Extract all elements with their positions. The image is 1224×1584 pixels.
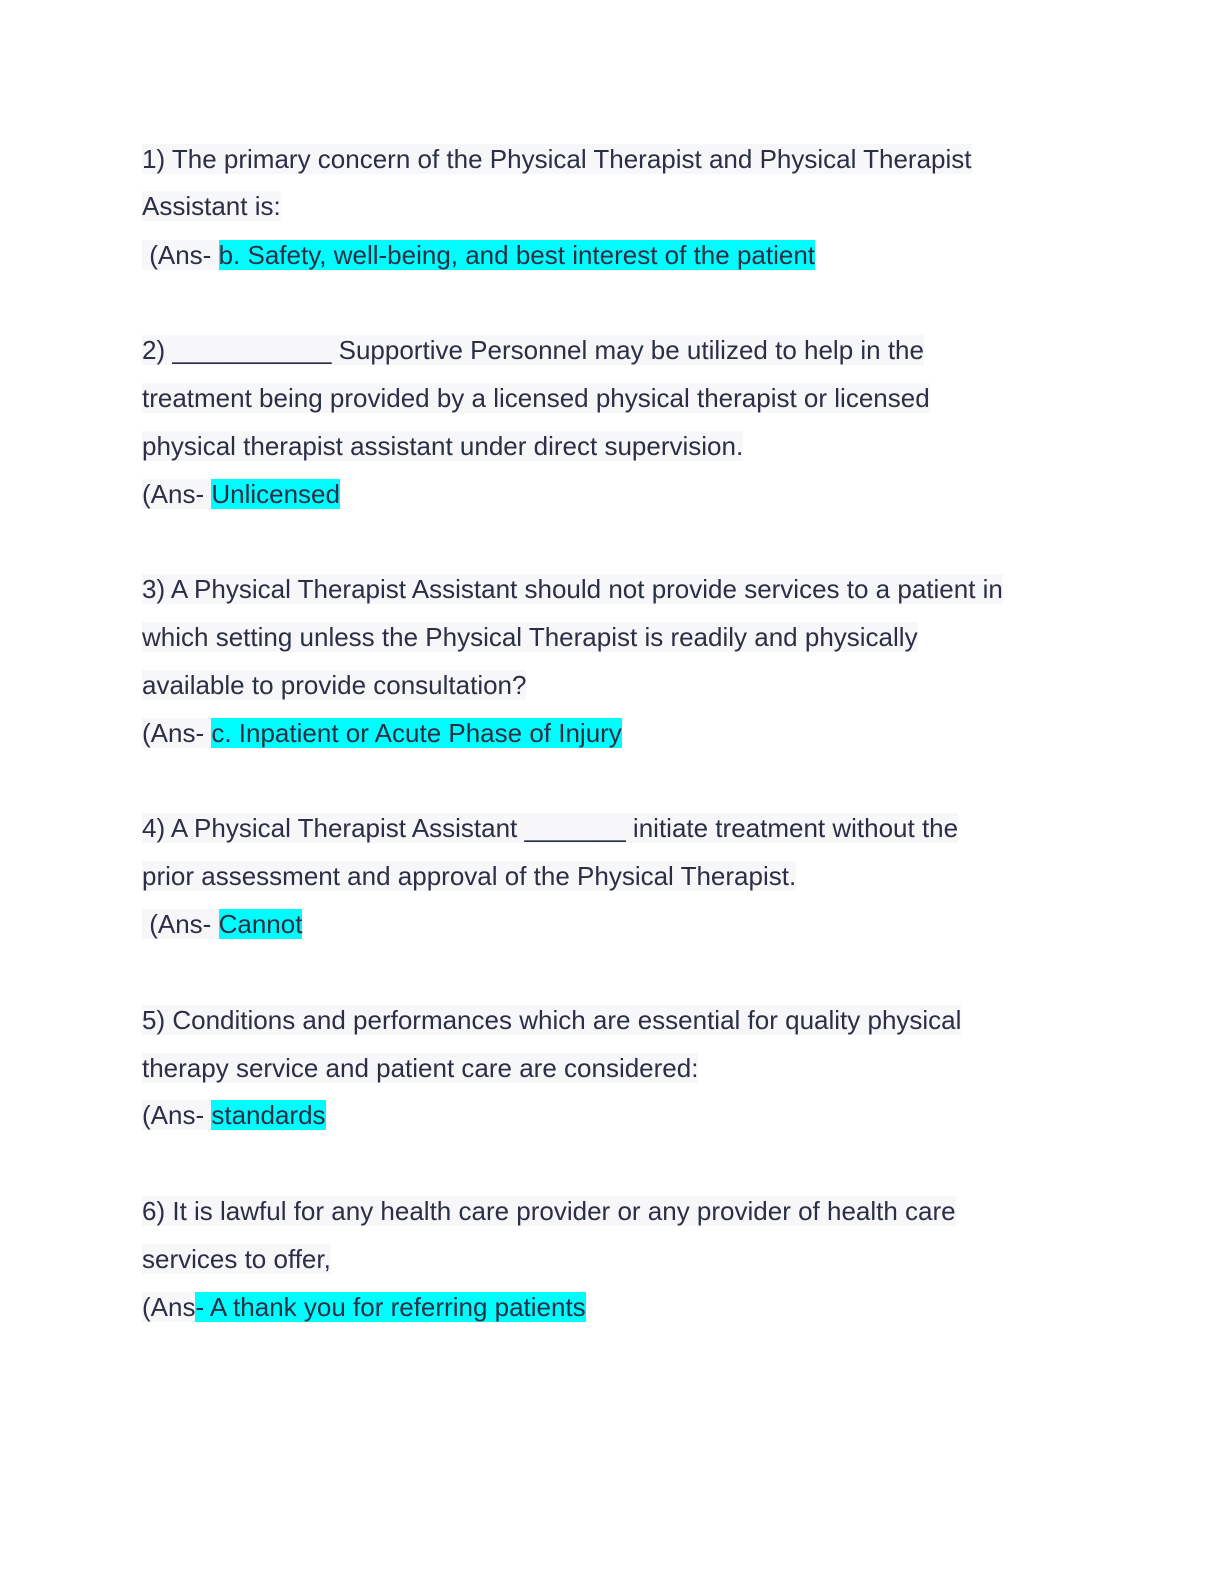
answer-highlight: standards [211, 1100, 326, 1130]
question-text: 6) It is lawful for any health care provider or any provider of health care [142, 1196, 956, 1226]
question-3-line-2 [142, 620, 918, 654]
question-5-line-1 [142, 1003, 961, 1037]
question-5-line-2 [142, 1051, 698, 1085]
question-3-line-3 [142, 668, 526, 702]
question-1-line-1 [142, 142, 972, 176]
answer-prefix: (Ans- [142, 718, 212, 748]
answer-prefix: (Ans [142, 1292, 196, 1322]
question-text: 1) The primary concern of the Physical Therapist and Physical Therapist [142, 144, 972, 174]
question-3-line-1 [142, 572, 1003, 606]
answer-3 [142, 716, 622, 750]
answer-1 [142, 238, 815, 272]
question-text: 4) A Physical Therapist Assistant _______ initiate treatment without the [142, 813, 959, 843]
answer-highlight: c. Inpatient or Acute Phase of Injury [211, 718, 622, 748]
question-text: 2) ___________ Supportive Personnel may be utilized to help in the [142, 335, 924, 365]
question-text: 5) Conditions and performances which are essential for quality physical [142, 1005, 962, 1035]
answer-prefix: (Ans- [142, 1100, 212, 1130]
question-text: prior assessment and approval of the Physical Therapist. [142, 861, 797, 891]
question-6-line-1 [142, 1194, 956, 1228]
answer-6 [142, 1290, 586, 1324]
answer-prefix: (Ans- [142, 240, 219, 270]
question-4-line-1 [142, 811, 958, 845]
answer-2 [142, 477, 340, 511]
question-text: Assistant is: [142, 191, 281, 221]
answer-highlight: - A thank you for referring patients [195, 1292, 586, 1322]
question-4-line-2 [142, 859, 796, 893]
answer-highlight: b. Safety, well-being, and best interest of the patient [218, 240, 816, 270]
question-text: physical therapist assistant under direct supervision. [142, 431, 744, 461]
answer-highlight: Cannot [218, 909, 303, 939]
question-6-line-2 [142, 1242, 331, 1276]
question-text: 3) A Physical Therapist Assistant should not provide services to a patient in [142, 574, 1003, 604]
answer-5 [142, 1098, 326, 1132]
question-2-line-2 [142, 381, 930, 415]
question-text: available to provide consultation? [142, 670, 527, 700]
question-text: which setting unless the Physical Therapist is readily and physically [142, 622, 918, 652]
question-1-line-2 [142, 189, 281, 223]
answer-prefix: (Ans- [142, 909, 219, 939]
answer-highlight: Unlicensed [211, 479, 340, 509]
answer-prefix: (Ans- [142, 479, 212, 509]
question-2-line-1 [142, 333, 924, 367]
question-text: services to offer, [142, 1244, 331, 1274]
answer-4 [142, 907, 302, 941]
question-text: therapy service and patient care are considered: [142, 1053, 699, 1083]
question-text: treatment being provided by a licensed physical therapist or licensed [142, 383, 930, 413]
question-2-line-3 [142, 429, 743, 463]
